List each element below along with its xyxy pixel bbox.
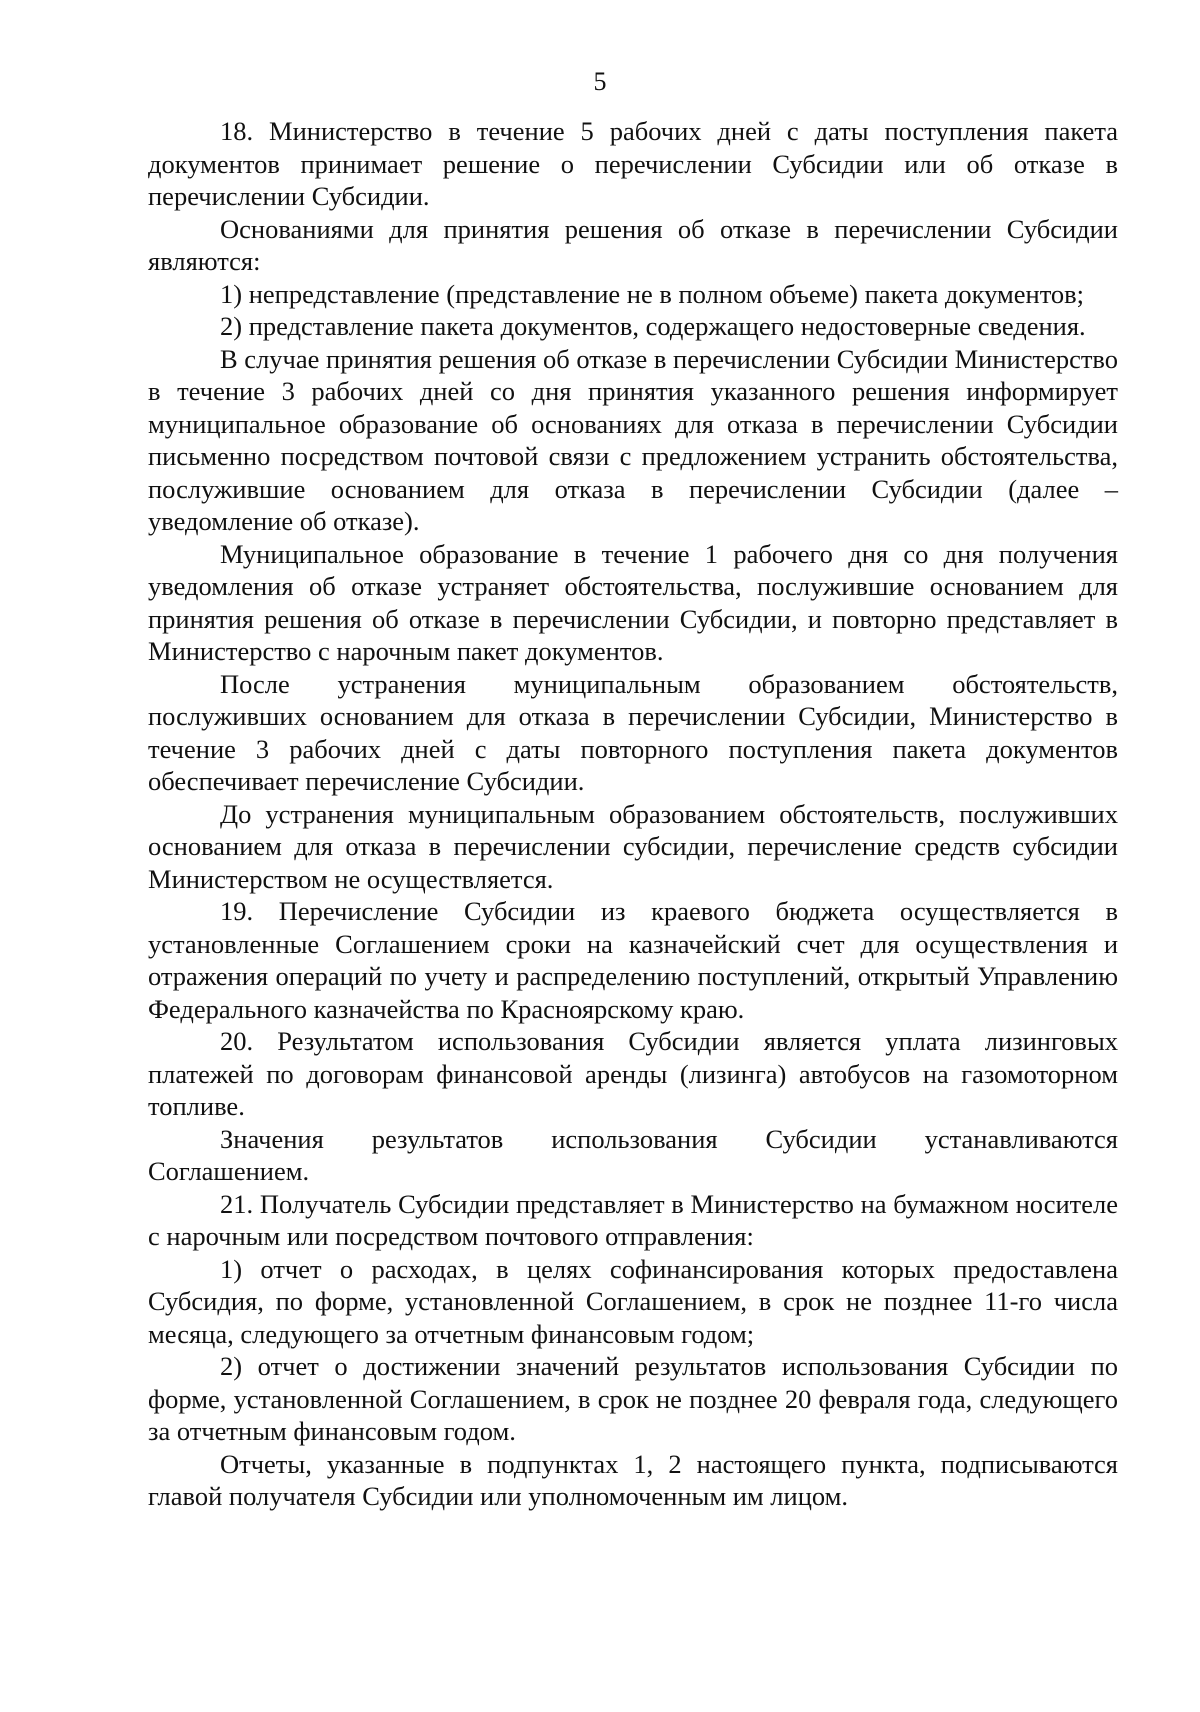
page-number: 5 <box>593 67 607 96</box>
paragraph-after-remedy: После устранения муниципальным образованием обстоятельств, послуживших основанием для отказа в перечислении Субсидии, Министерство в течение 3 рабочих дней с даты повторного поступления пакета документов обеспечивает перечисление Субсидии. <box>148 668 1118 796</box>
paragraph-report-2: 2) отчет о достижении значений результатов использования Субсидии по форме, установленной Соглашением, в срок не позднее 20 февраля года, следующего за отчетным финансовым годом. <box>148 1351 1118 1446</box>
paragraph-report-1: 1) отчет о расходах, в целях софинансирования которых предоставлена Субсидия, по форме, установленной Соглашением, в срок не позднее 11-го числа месяца, следующего за отчетным финансовым годом; <box>148 1253 1118 1349</box>
paragraph-20: 20. Результатом использования Субсидии является уплата лизинговых платежей по договорам финансовой аренды (лизинга) автобусов на газомоторном топливе. <box>148 1026 1118 1121</box>
paragraph-ground-1: 1) непредставление (представление не в полном объеме) пакета документов; <box>220 278 1085 309</box>
paragraph-19: 19. Перечисление Субсидии из краевого бюджета осуществляется в установленные Соглашением сроки на казначейский счет для осуществления и отражения операций по учету и распределению поступлений, открытый Управлению Федерального казначейства по Красноярскому краю. <box>148 896 1118 1024</box>
paragraph-before-remedy: До устранения муниципальным образованием обстоятельств, послуживших основанием для отказа в перечислении субсидии, перечисление средств субсидии Министерством не осуществляется. <box>148 798 1118 894</box>
paragraph-18: 18. Министерство в течение 5 рабочих дней с даты поступления пакета документов принимает решение о перечислении Субсидии или об отказе в перечислении Субсидии. <box>148 116 1118 211</box>
paragraph-21: 21. Получатель Субсидии представляет в Министерство на бумажном носителе с нарочным или посредством почтового отправления: <box>148 1188 1118 1251</box>
paragraph-municipality-remedy: Муниципальное образование в течение 1 рабочего дня со дня получения уведомления об отказе устраняет обстоятельства, послужившие основанием для принятия решения об отказе в перечислении Субсидии, и повторно представляет в Министерство с нарочным пакет документов. <box>148 538 1118 666</box>
paragraph-reports-signature: Отчеты, указанные в подпунктах 1, 2 настоящего пункта, подписываются главой получателя Субсидии или уполномоченным им лицом. <box>148 1448 1118 1511</box>
paragraph-refusal-grounds: Основаниями для принятия решения об отказе в перечислении Субсидии являются: <box>148 213 1118 276</box>
document-body <box>148 115 1118 1513</box>
paragraph-ground-2: 2) представление пакета документов, содержащего недостоверные сведения. <box>220 311 1086 341</box>
paragraph-result-values: Значения результатов использования Субсидии устанавливаются Соглашением. <box>148 1123 1118 1186</box>
paragraph-refusal-notice: В случае принятия решения об отказе в перечислении Субсидии Министерство в течение 3 рабочих дней со дня принятия указанного решения информирует муниципальное образование об основаниях для отказа в перечислении Субсидии письменно посредством почтовой связи с предложением устранить обстоятельства, послужившие основанием для отказа в перечислении Субсидии (далее – уведомление об отказе). <box>148 343 1118 536</box>
